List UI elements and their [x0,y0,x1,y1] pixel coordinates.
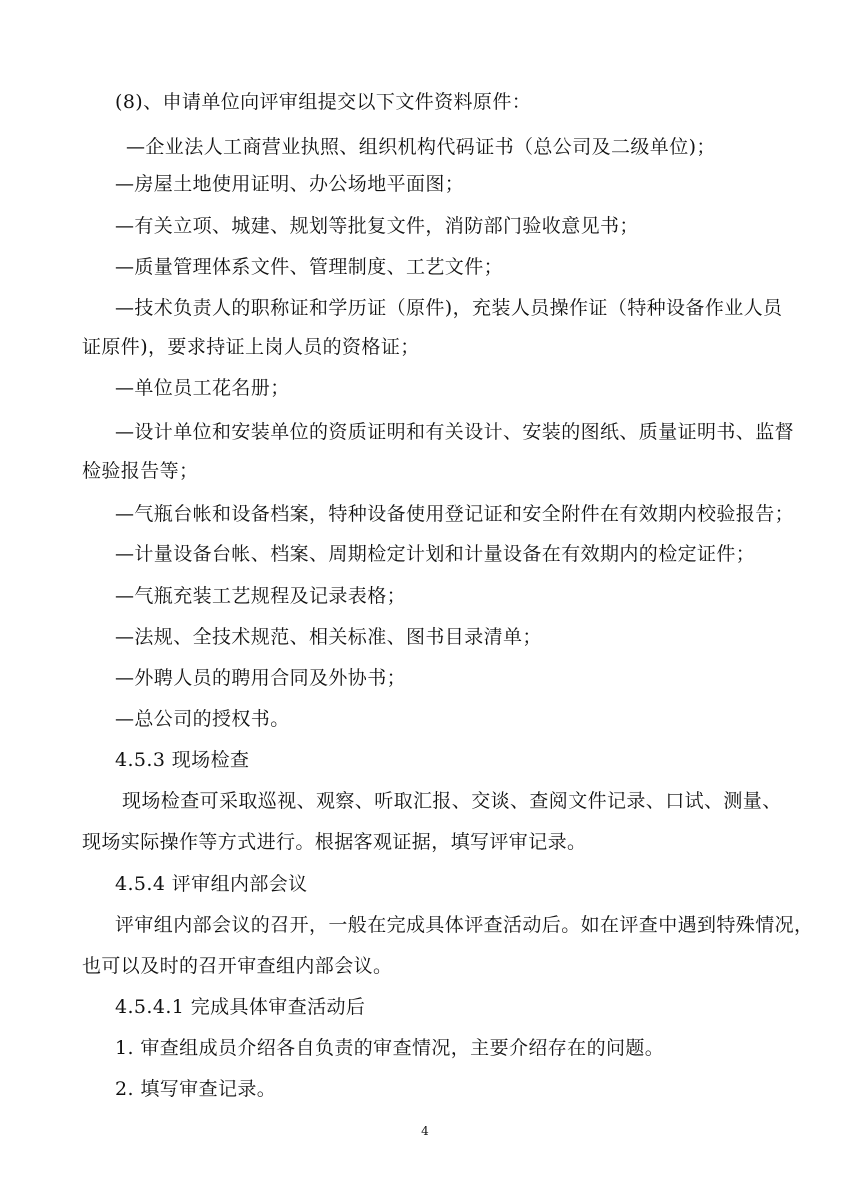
list-intro: (8)、申请单位向评审组提交以下文件资料原件： [115,91,532,113]
list-item: —计量设备台帐、档案、周期检定计划和计量设备在有效期内的检定证件； [115,543,756,565]
list-item: —总公司的授权书。 [115,708,290,730]
list-item-continuation: 证原件)，要求持证上岗人员的资格证； [82,336,420,358]
list-item: —企业法人工商营业执照、组织机构代码证书（总公司及二级单位)； [126,136,716,158]
section-heading: 4.5.3 现场检查 [115,749,250,771]
paragraph-line: 现场实际操作等方式进行。根据客观证据，填写评审记录。 [82,831,587,853]
list-item: —技术负责人的职称证和学历证（原件)，充装人员操作证（特种设备作业人员 [115,297,783,319]
list-item: —有关立项、城建、规划等批复文件，消防部门验收意见书； [115,215,639,237]
numbered-item: 1. 审查组成员介绍各自负责的审查情况，主要介绍存在的问题。 [115,1037,665,1059]
list-item: —气瓶台帐和设备档案，特种设备使用登记证和安全附件在有效期内校验报告； [115,503,795,525]
page-number: 4 [421,1124,429,1138]
numbered-item: 2. 填写审查记录。 [115,1078,277,1100]
list-item: —质量管理体系文件、管理制度、工艺文件； [115,256,504,278]
subsection-heading: 4.5.4.1 完成具体审查活动后 [115,996,366,1018]
list-item-continuation: 检验报告等； [82,460,199,482]
list-item: —气瓶充装工艺规程及记录表格； [115,585,407,607]
list-item: —设计单位和安装单位的资质证明和有关设计、安装的图纸、质量证明书、监督 [115,421,795,443]
paragraph-line: 也可以及时的召开审查组内部会议。 [82,955,393,977]
list-item: —单位员工花名册； [115,377,290,399]
list-item: —房屋土地使用证明、办公场地平面图； [115,173,465,195]
paragraph-line: 现场检查可采取巡视、观察、听取汇报、交谈、查阅文件记录、口试、测量、 [122,790,782,812]
list-item: —外聘人员的聘用合同及外协书； [115,667,407,689]
paragraph-line: 评审组内部会议的召开，一般在完成具体评查活动后。如在评查中遇到特殊情况， [115,914,814,936]
list-item: —法规、全技术规范、相关标准、图书目录清单； [115,626,542,648]
section-heading: 4.5.4 评审组内部会议 [115,873,308,895]
